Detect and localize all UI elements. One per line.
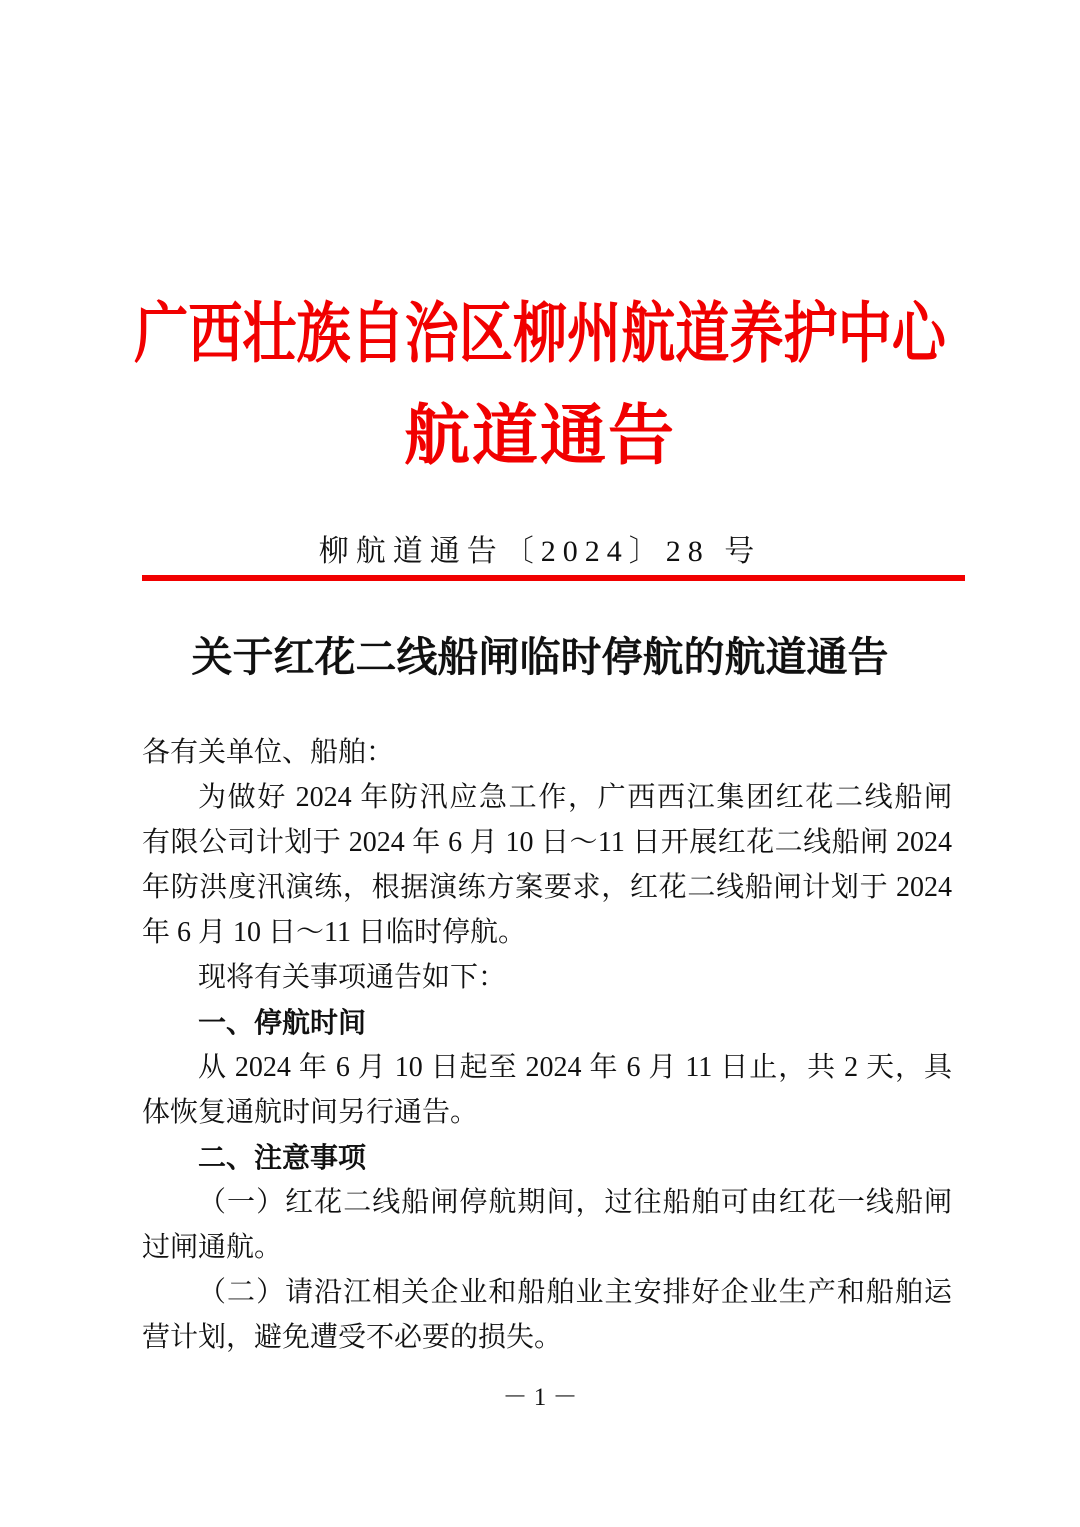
doc-number: 柳航道通告〔2024〕28 号 [318, 535, 762, 568]
letterhead [0, 284, 1080, 488]
body-line: 年防洪度汛演练，根据演练方案要求，红花二线船闸计划于 2024 [142, 872, 952, 903]
section-heading: 一、停航时间 [198, 1007, 367, 1038]
body-line: 现将有关事项通告如下： [198, 962, 507, 993]
body-line: 营计划，避免遭受不必要的损失。 [142, 1322, 563, 1353]
page-number: － 1 － [502, 1384, 578, 1411]
doc-title: 关于红花二线船闸临时停航的航道通告 [191, 634, 889, 680]
body-line: 各有关单位、船舶： [142, 737, 395, 768]
letterhead-title-line1: 广西壮族自治区柳州航道养护中心 [134, 298, 946, 371]
section-heading: 二、注意事项 [198, 1142, 367, 1173]
red-separator-line [142, 575, 965, 581]
body-line: （二）请沿江相关企业和船舶业主安排好企业生产和船舶运 [198, 1277, 952, 1308]
document-body [142, 730, 952, 1360]
body-line: 从 2024 年 6 月 10 日起至 2024 年 6 月 11 日止，共 2 天，具 [198, 1052, 952, 1083]
body-line: 为做好 2024 年防汛应急工作，广西西江集团红花二线船闸 [198, 782, 952, 813]
body-line: 年 6 月 10 日～11 日临时停航。 [142, 917, 526, 948]
body-line: 过闸通航。 [142, 1232, 283, 1263]
body-line: （一）红花二线船闸停航期间，过往船舶可由红花一线船闸 [198, 1187, 952, 1218]
body-line: 有限公司计划于 2024 年 6 月 10 日～11 日开展红花二线船闸 2024 [142, 827, 952, 858]
letterhead-title-line2: 航道通告 [404, 400, 676, 473]
body-line: 体恢复通航时间另行通告。 [142, 1097, 479, 1128]
